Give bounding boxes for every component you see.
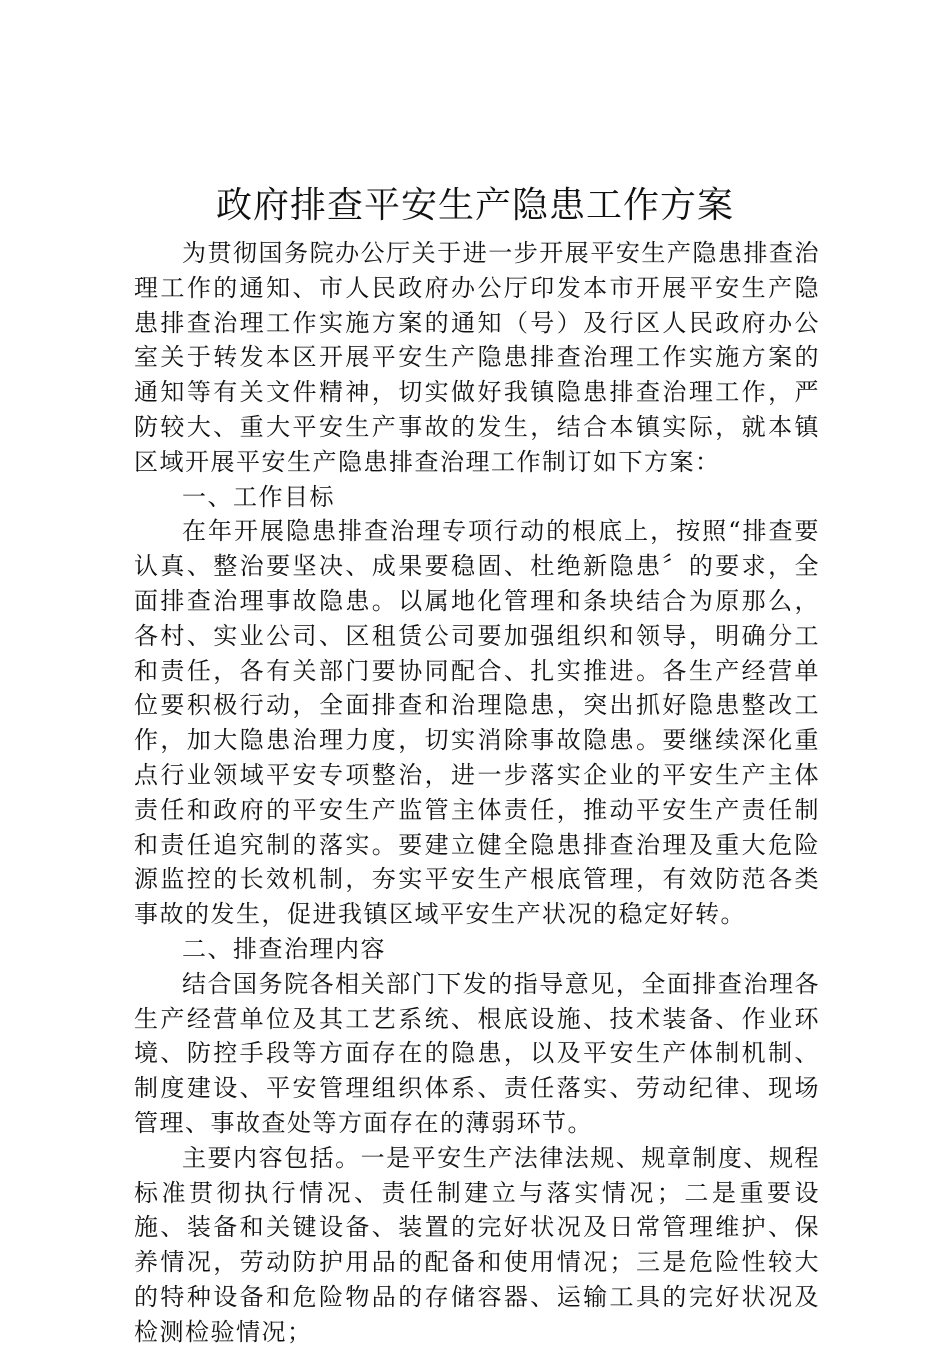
goals-paragraph: 在年开展隐患排查治理专项行动的根底上，按照“排查要认真、整治要坚决、成果要稳固、杜绝新隐患〞的要求，全面排查治理事故隐患。以属地化管理和条块结合为原那么，各村、实业公司、区租赁公司要加强组织和领导，明确分工和责任，各有关部门要协同配合、扎实推进。各生产经营单位要积极行动，全面排查和治理隐患，突出抓好隐患整改工作，加大隐患治理力度，切实消除事故隐患。要继续深化重点行业领域平安专项整治，进一步落实企业的平安生产主体责任和政府的平安生产监管主体责任，推动平安生产责任制和责任追究制的落实。要建立健全隐患排查治理及重大危险源监控的长效机制，夯实平安生产根底管理，有效防范各类事故的发生，促进我镇区域平安生产状况的稳定好转。 [134,517,820,929]
section-heading-content: 二、排查治理内容 [182,934,386,963]
intro-paragraph: 为贯彻国务院办公厅关于进一步开展平安生产隐患排查治理工作的通知、市人民政府办公厅印发本市开展平安生产隐患排查治理工作实施方案的通知（号）及行区人民政府办公室关于转发本区开展平安生产隐患排查治理工作实施方案的通知等有关文件精神，切实做好我镇隐患排查治理工作，严防较大、重大平安生产事故的发生，结合本镇实际，就本镇区域开展平安生产隐患排查治理工作制订如下方案： [134,239,820,476]
document-title: 政府排查平安生产隐患工作方案 [215,185,734,226]
main-items-paragraph: 主要内容包括。一是平安生产法律法规、规章制度、规程标准贯彻执行情况、责任制建立与落实情况；二是重要设施、装备和关键设备、装置的完好状况及日常管理维护、保养情况，劳动防护用品的配备和使用情况；三是危险性较大的特种设备和危险物品的存储容器、运输工具的完好状况及检测检验情况； [134,1143,820,1346]
section-heading-goals: 一、工作目标 [182,482,335,511]
document-body [134,236,820,1350]
content-paragraph: 结合国务院各相关部门下发的指导意见，全面排查治理各生产经营单位及其工艺系统、根底设施、技术装备、作业环境、防控手段等方面存在的隐患，以及平安生产体制机制、制度建设、平安管理组织体系、责任落实、劳动纪律、现场管理、事故查处等方面存在的薄弱环节。 [134,969,820,1137]
